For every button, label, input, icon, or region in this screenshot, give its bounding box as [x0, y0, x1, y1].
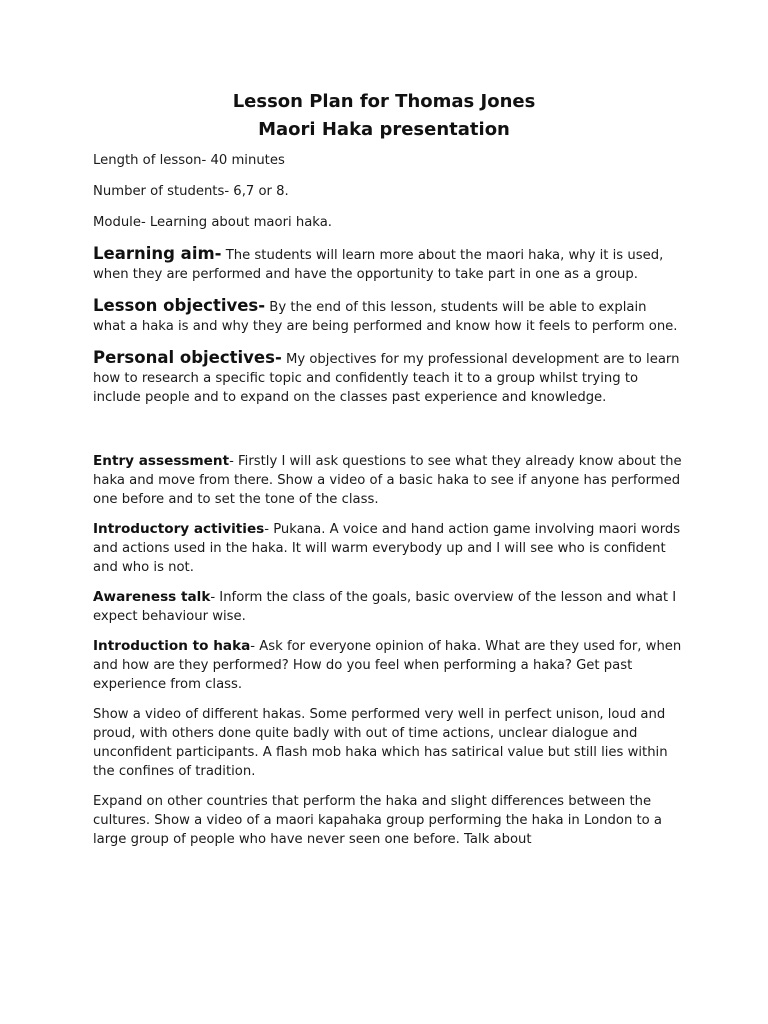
personal-objectives-text: My objectives for my professional development are to learn how to research a specific topic and confidently teach it to a group whilst trying to include people and to expand on the classes past experience and knowledge. — [93, 352, 680, 405]
learning-aim-heading: Learning aim- — [93, 244, 222, 263]
awareness-talk-section — [93, 588, 683, 626]
lesson-objectives-heading: Lesson objectives- — [93, 296, 266, 315]
title-line-2: Maori Haka presentation — [258, 119, 510, 140]
entry-assessment-heading: Entry assessment — [93, 453, 230, 469]
lesson-objectives-text: By the end of this lesson, students will be able to explain what a haka is and why they are being performed and know how it feels to perform one. — [93, 300, 678, 334]
awareness-talk-text: - Inform the class of the goals, basic overview of the lesson and what I expect behaviour wise. — [93, 590, 677, 624]
entry-assessment-section — [93, 452, 683, 509]
personal-objectives-section — [93, 348, 683, 407]
lesson-objectives-section — [93, 296, 683, 336]
countries-paragraph: Expand on other countries that perform the haka and slight differences between the cultures. Show a video of a maori kapahaka group performing the haka in London to a large group of people who have never seen one before. Talk about — [93, 794, 663, 847]
module-line: Module- Learning about maori haka. — [93, 215, 332, 230]
learning-aim-section — [93, 244, 683, 284]
introduction-to-haka-heading: Introduction to haka — [93, 638, 251, 654]
introductory-activities-heading: Introductory activities — [93, 521, 265, 537]
lesson-length: Length of lesson- 40 minutes — [93, 153, 285, 168]
document-body — [93, 151, 683, 860]
introduction-to-haka-text: - Ask for everyone opinion of haka. What are they used for, when and how are they performed? How do you feel when performing a haka? Get past experience from class. — [93, 639, 682, 692]
personal-objectives-heading: Personal objectives- — [93, 348, 282, 367]
title-line-1: Lesson Plan for Thomas Jones — [232, 91, 536, 112]
videos-paragraph: Show a video of different hakas. Some performed very well in perfect unison, loud and proud, with others done quite badly with out of time actions, unclear dialogue and unconfident participants. A flash mob haka which has satirical value but still lies within the confines of tradition. — [93, 707, 668, 779]
document-title — [0, 88, 768, 144]
introductory-activities-text: - Pukana. A voice and hand action game involving maori words and actions used in the haka. It will warm everybody up and I will see who is confident and who is not. — [93, 522, 681, 575]
section-gap — [93, 419, 683, 452]
student-count: Number of students- 6,7 or 8. — [93, 184, 289, 199]
introductory-activities-section — [93, 520, 683, 577]
learning-aim-text: The students will learn more about the maori haka, why it is used, when they are performed and have the opportunity to take part in one as a group. — [93, 248, 664, 282]
introduction-to-haka-section — [93, 637, 683, 694]
entry-assessment-text: - Firstly I will ask questions to see what they already know about the haka and move from there. Show a video of a basic haka to see if anyone has performed one before and to set the tone of the class. — [93, 454, 682, 507]
awareness-talk-heading: Awareness talk — [93, 589, 211, 605]
